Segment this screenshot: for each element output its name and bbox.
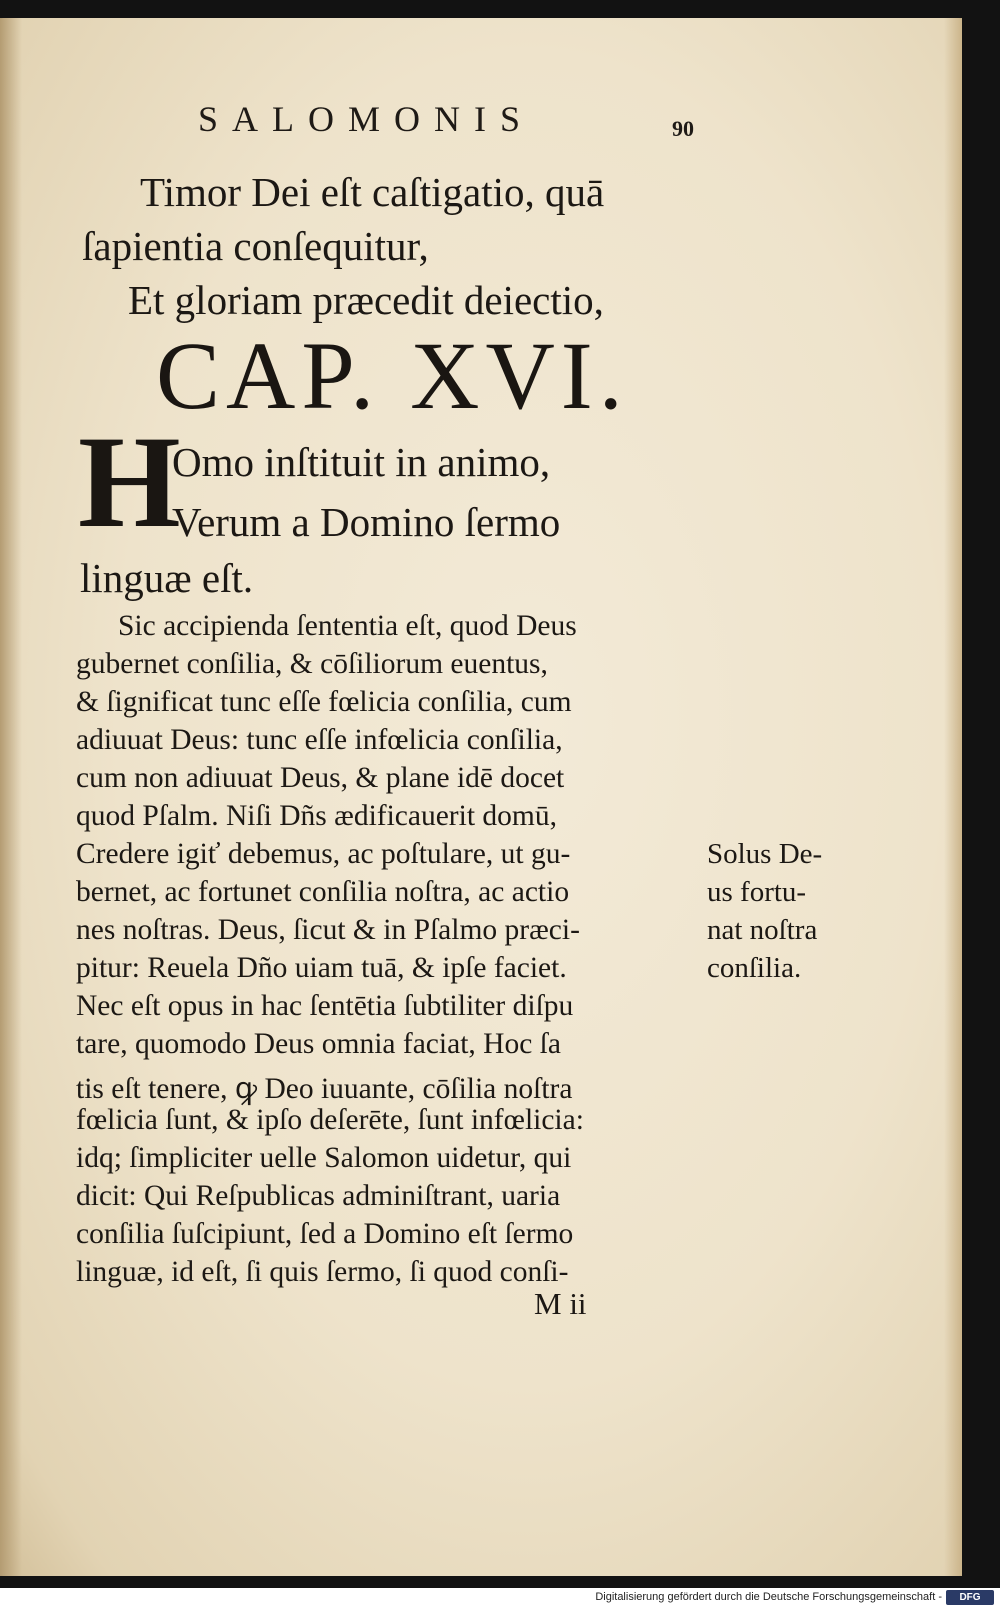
body-line: dicit: Qui Reſpublicas adminiſtrant, uaria	[76, 1180, 561, 1212]
marginal-note-line: nat noſtra	[707, 914, 818, 946]
body-line: adiuuat Deus: tunc eſſe infœlicia conſilia,	[76, 724, 563, 756]
folio-number: 90	[672, 116, 694, 141]
body-line: gubernet conſilia, & cōſiliorum euentus,	[76, 648, 548, 680]
body-line: Sic accipienda ſententia eſt, quod Deus	[118, 610, 577, 642]
dfg-logo: DFG	[946, 1590, 994, 1605]
body-line: conſilia ſuſcipiunt, ſed a Domino eſt ſermo	[76, 1218, 574, 1250]
footer-credit: Digitalisierung gefördert durch die Deutsche Forschungsgemeinschaft -	[595, 1591, 942, 1603]
body-line: fœlicia ſunt, & ipſo deſerēte, ſunt infœlicia:	[76, 1104, 584, 1136]
body-line: tare, quomodo Deus omnia faciat, Hoc ſa	[76, 1028, 561, 1060]
verse-line: Timor Dei eſt caſtigatio, quā	[140, 169, 605, 215]
opening-line: Verum a Domino ſermo	[172, 499, 561, 545]
signature-mark: M ii	[534, 1286, 587, 1321]
opening-line: Omo inſtituit in animo,	[172, 439, 551, 485]
marginal-note-line: conſilia.	[707, 952, 802, 984]
body-line: Credere igiť debemus, ac poſtulare, ut gu-	[76, 838, 571, 870]
body-line: tis eſt tenere, ꝙ Deo iuuante, cōſilia noſtra	[76, 1073, 573, 1105]
body-line: bernet, ac fortunet conſilia noſtra, ac actio	[76, 876, 570, 908]
body-line: Nec eſt opus in hac ſentētia ſubtiliter diſpu	[76, 990, 574, 1022]
book-page	[0, 18, 962, 1576]
body-line: linguæ, id eſt, ſi quis ſermo, ſi quod conſi-	[76, 1256, 569, 1288]
marginal-note-line: Solus De-	[707, 838, 823, 870]
chapter-heading: CAP. XVI.	[156, 322, 629, 429]
body-line: quod Pſalm. Niſi Dñs ædificauerit domū,	[76, 800, 557, 832]
body-line: idq; ſimpliciter uelle Salomon uidetur, qui	[76, 1142, 572, 1174]
verse-line: ſapientia conſequitur,	[82, 223, 429, 269]
running-head: SALOMONIS	[198, 99, 535, 139]
body-line: & ſignificat tunc eſſe fœlicia conſilia, cum	[76, 686, 572, 718]
drop-cap-initial: H	[78, 408, 181, 555]
body-line: nes noſtras. Deus, ſicut & in Pſalmo præci-	[76, 914, 580, 946]
body-line: pitur: Reuela Dño uiam tuā, & ipſe faciet.	[76, 952, 567, 984]
verse-line: Et gloriam præcedit deiectio,	[128, 277, 604, 323]
opening-line: linguæ eſt.	[80, 555, 254, 601]
body-line: cum non adiuuat Deus, & plane idē docet	[76, 762, 565, 794]
marginal-note-line: us fortu-	[707, 876, 807, 908]
